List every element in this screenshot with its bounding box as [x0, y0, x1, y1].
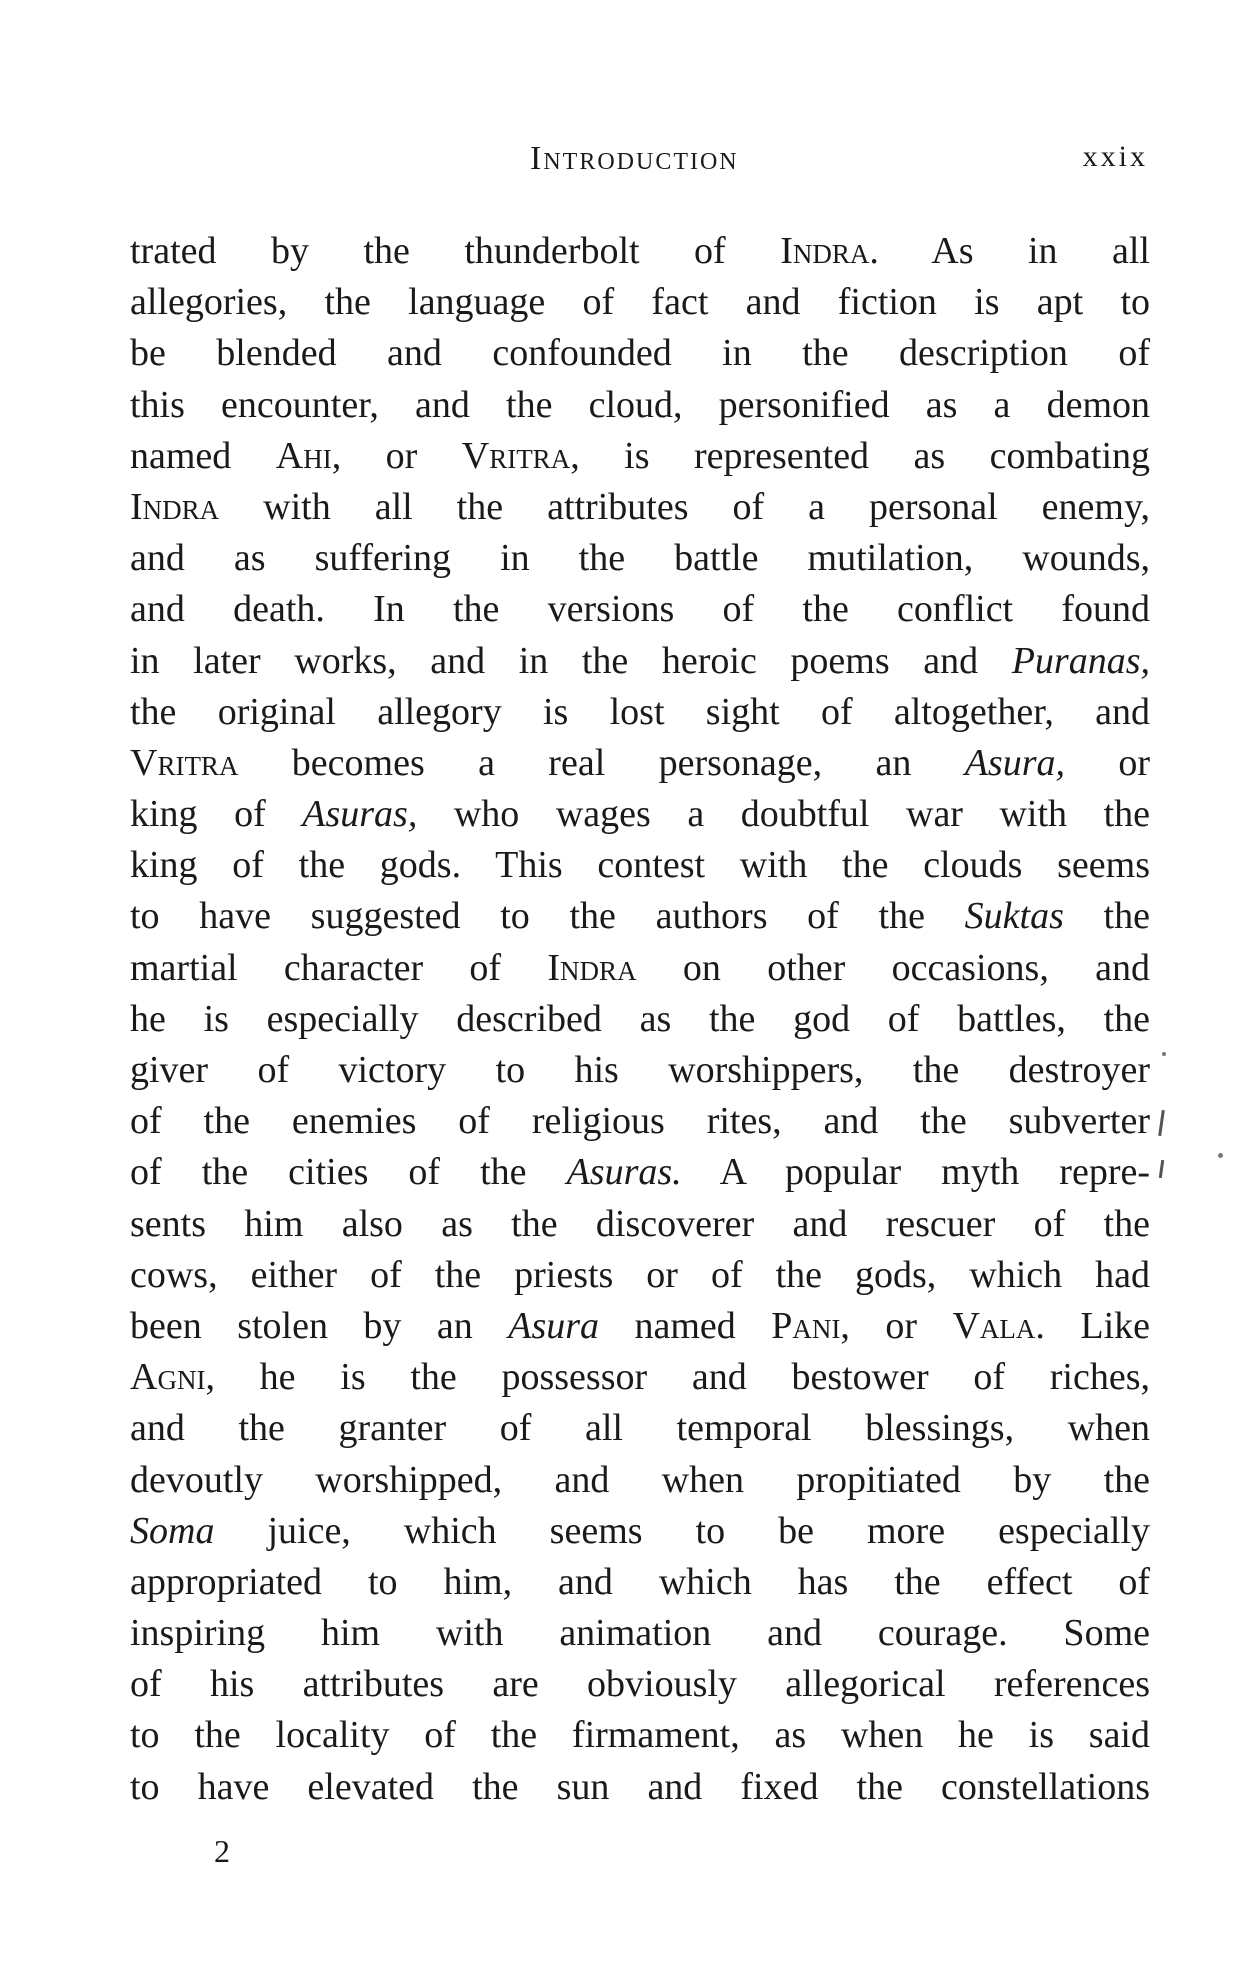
- text-segment: A popular myth repre-: [681, 1151, 1150, 1194]
- text-segment: juice, which seems to be more especially: [214, 1509, 1150, 1552]
- text-line: [130, 533, 1150, 584]
- running-head: [130, 140, 1160, 190]
- text-line: [130, 431, 1150, 482]
- text-line: [130, 1250, 1150, 1301]
- text-line: [130, 1557, 1150, 1608]
- text-line: [130, 1301, 1150, 1352]
- text-line: [130, 789, 1150, 840]
- text-line: [130, 1455, 1150, 1506]
- text-line: [130, 738, 1150, 789]
- small-caps-name: Indra: [130, 485, 220, 528]
- text-line: [130, 226, 1150, 277]
- italic-term: Asura: [508, 1304, 600, 1347]
- text-segment: and death. In the versions of the conflict found: [130, 588, 1150, 631]
- body-text: [130, 226, 1150, 1813]
- text-segment: giver of victory to his worshippers, the destroyer: [130, 1049, 1150, 1091]
- text-segment: and the granter of all temporal blessings, when: [130, 1407, 1150, 1450]
- small-caps-name: Vala: [952, 1304, 1036, 1347]
- text-segment: named: [130, 434, 276, 477]
- text-line: [130, 380, 1150, 431]
- text-line: [130, 840, 1150, 891]
- text-segment: be blended and confounded in the description of: [130, 332, 1150, 375]
- text-segment: the original allegory is lost sight of altogether, and: [130, 690, 1150, 733]
- text-segment: named: [599, 1304, 772, 1347]
- text-line: [130, 277, 1150, 328]
- italic-term: Puranas,: [1011, 639, 1150, 682]
- italic-term: Asuras,: [302, 793, 418, 836]
- scan-speck: [1162, 1052, 1166, 1056]
- text-segment: appropriated to him, and which has the effect of: [130, 1560, 1150, 1603]
- text-segment: trated by the thunderbolt of: [130, 230, 781, 272]
- text-segment: allegories, the language of fact and fiction is apt to: [130, 281, 1150, 324]
- text-segment: to have elevated the sun and fixed the constellations: [130, 1765, 1150, 1808]
- text-segment: cows, either of the priests or of the gods, which had: [130, 1253, 1150, 1296]
- text-line: [130, 584, 1150, 635]
- text-segment: . Like: [1035, 1304, 1151, 1347]
- small-caps-name: Indra: [780, 230, 870, 272]
- text-segment: who wages a doubtful war with the: [417, 793, 1150, 836]
- text-segment: of the cities of the: [130, 1151, 567, 1194]
- text-segment: king of: [130, 793, 303, 836]
- text-segment: inspiring him with animation and courage. Some: [130, 1612, 1150, 1655]
- text-line: [130, 482, 1150, 533]
- text-line: [130, 1096, 1150, 1147]
- text-segment: with all the attributes of a personal enemy,: [219, 485, 1150, 528]
- scan-speck: [1218, 1153, 1223, 1158]
- text-line: [130, 1199, 1150, 1250]
- text-line: [130, 943, 1150, 994]
- text-segment: he is especially described as the god of battles, the: [130, 997, 1150, 1040]
- text-segment: in later works, and in the heroic poems and: [130, 639, 1012, 682]
- text-segment: martial character of: [130, 946, 548, 989]
- italic-term: Asuras.: [566, 1151, 682, 1194]
- text-segment: to the locality of the firmament, as when he is said: [130, 1714, 1150, 1757]
- text-segment: devoutly worshipped, and when propitiated by the: [130, 1458, 1150, 1501]
- small-caps-name: Ahi: [275, 434, 332, 477]
- text-segment: , he is the possessor and bestower of riches,: [205, 1356, 1150, 1399]
- margin-mark: [1159, 1160, 1164, 1178]
- text-segment: , or: [840, 1304, 953, 1347]
- small-caps-name: Pani: [771, 1304, 841, 1347]
- small-caps-name: Vritra: [130, 741, 239, 784]
- text-segment: to have suggested to the authors of the: [130, 895, 965, 938]
- text-line: [130, 1762, 1150, 1813]
- text-segment: on other occasions, and: [636, 946, 1150, 989]
- small-caps-name: Agni: [130, 1356, 206, 1399]
- text-segment: of the enemies of religious rites, and the subverter: [130, 1100, 1150, 1143]
- text-segment: and as suffering in the battle mutilation, wounds,: [130, 537, 1150, 580]
- text-line: [130, 1608, 1150, 1659]
- text-line: [130, 687, 1150, 738]
- text-segment: king of the gods. This contest with the clouds seems: [130, 844, 1150, 887]
- text-segment: or: [1065, 741, 1151, 784]
- text-line: [130, 328, 1150, 379]
- text-segment: becomes a real personage, an: [238, 741, 965, 784]
- margin-mark: [1158, 1110, 1165, 1136]
- text-segment: been stolen by an: [130, 1304, 509, 1347]
- text-segment: sents him also as the discoverer and rescuer of the: [130, 1202, 1150, 1245]
- text-segment: , or: [331, 434, 462, 477]
- italic-term: Suktas: [964, 895, 1064, 938]
- text-line: [130, 636, 1150, 687]
- text-segment: , is represented as combating: [570, 434, 1151, 477]
- text-segment: this encounter, and the cloud, personified as a demon: [130, 383, 1150, 426]
- text-line: [130, 1710, 1150, 1761]
- text-segment: the: [1063, 895, 1150, 938]
- small-caps-name: Vritra: [461, 434, 571, 477]
- text-line: [130, 1147, 1150, 1198]
- signature-mark: 2: [214, 1833, 230, 1869]
- chapter-title: Introduction: [530, 140, 739, 177]
- text-line: [130, 1403, 1150, 1454]
- text-segment: of his attributes are obviously allegorical references: [130, 1663, 1150, 1706]
- text-line: [130, 1506, 1150, 1557]
- text-line: [130, 891, 1150, 942]
- page-number: xxix: [1082, 140, 1148, 173]
- text-line: [130, 1045, 1150, 1096]
- text-line: [130, 1659, 1150, 1710]
- text-segment: . As in all: [869, 230, 1150, 272]
- italic-term: Soma: [130, 1509, 215, 1552]
- small-caps-name: Indra: [547, 946, 637, 989]
- italic-term: Asura,: [964, 741, 1065, 784]
- text-line: [130, 1352, 1150, 1403]
- text-line: [130, 994, 1150, 1045]
